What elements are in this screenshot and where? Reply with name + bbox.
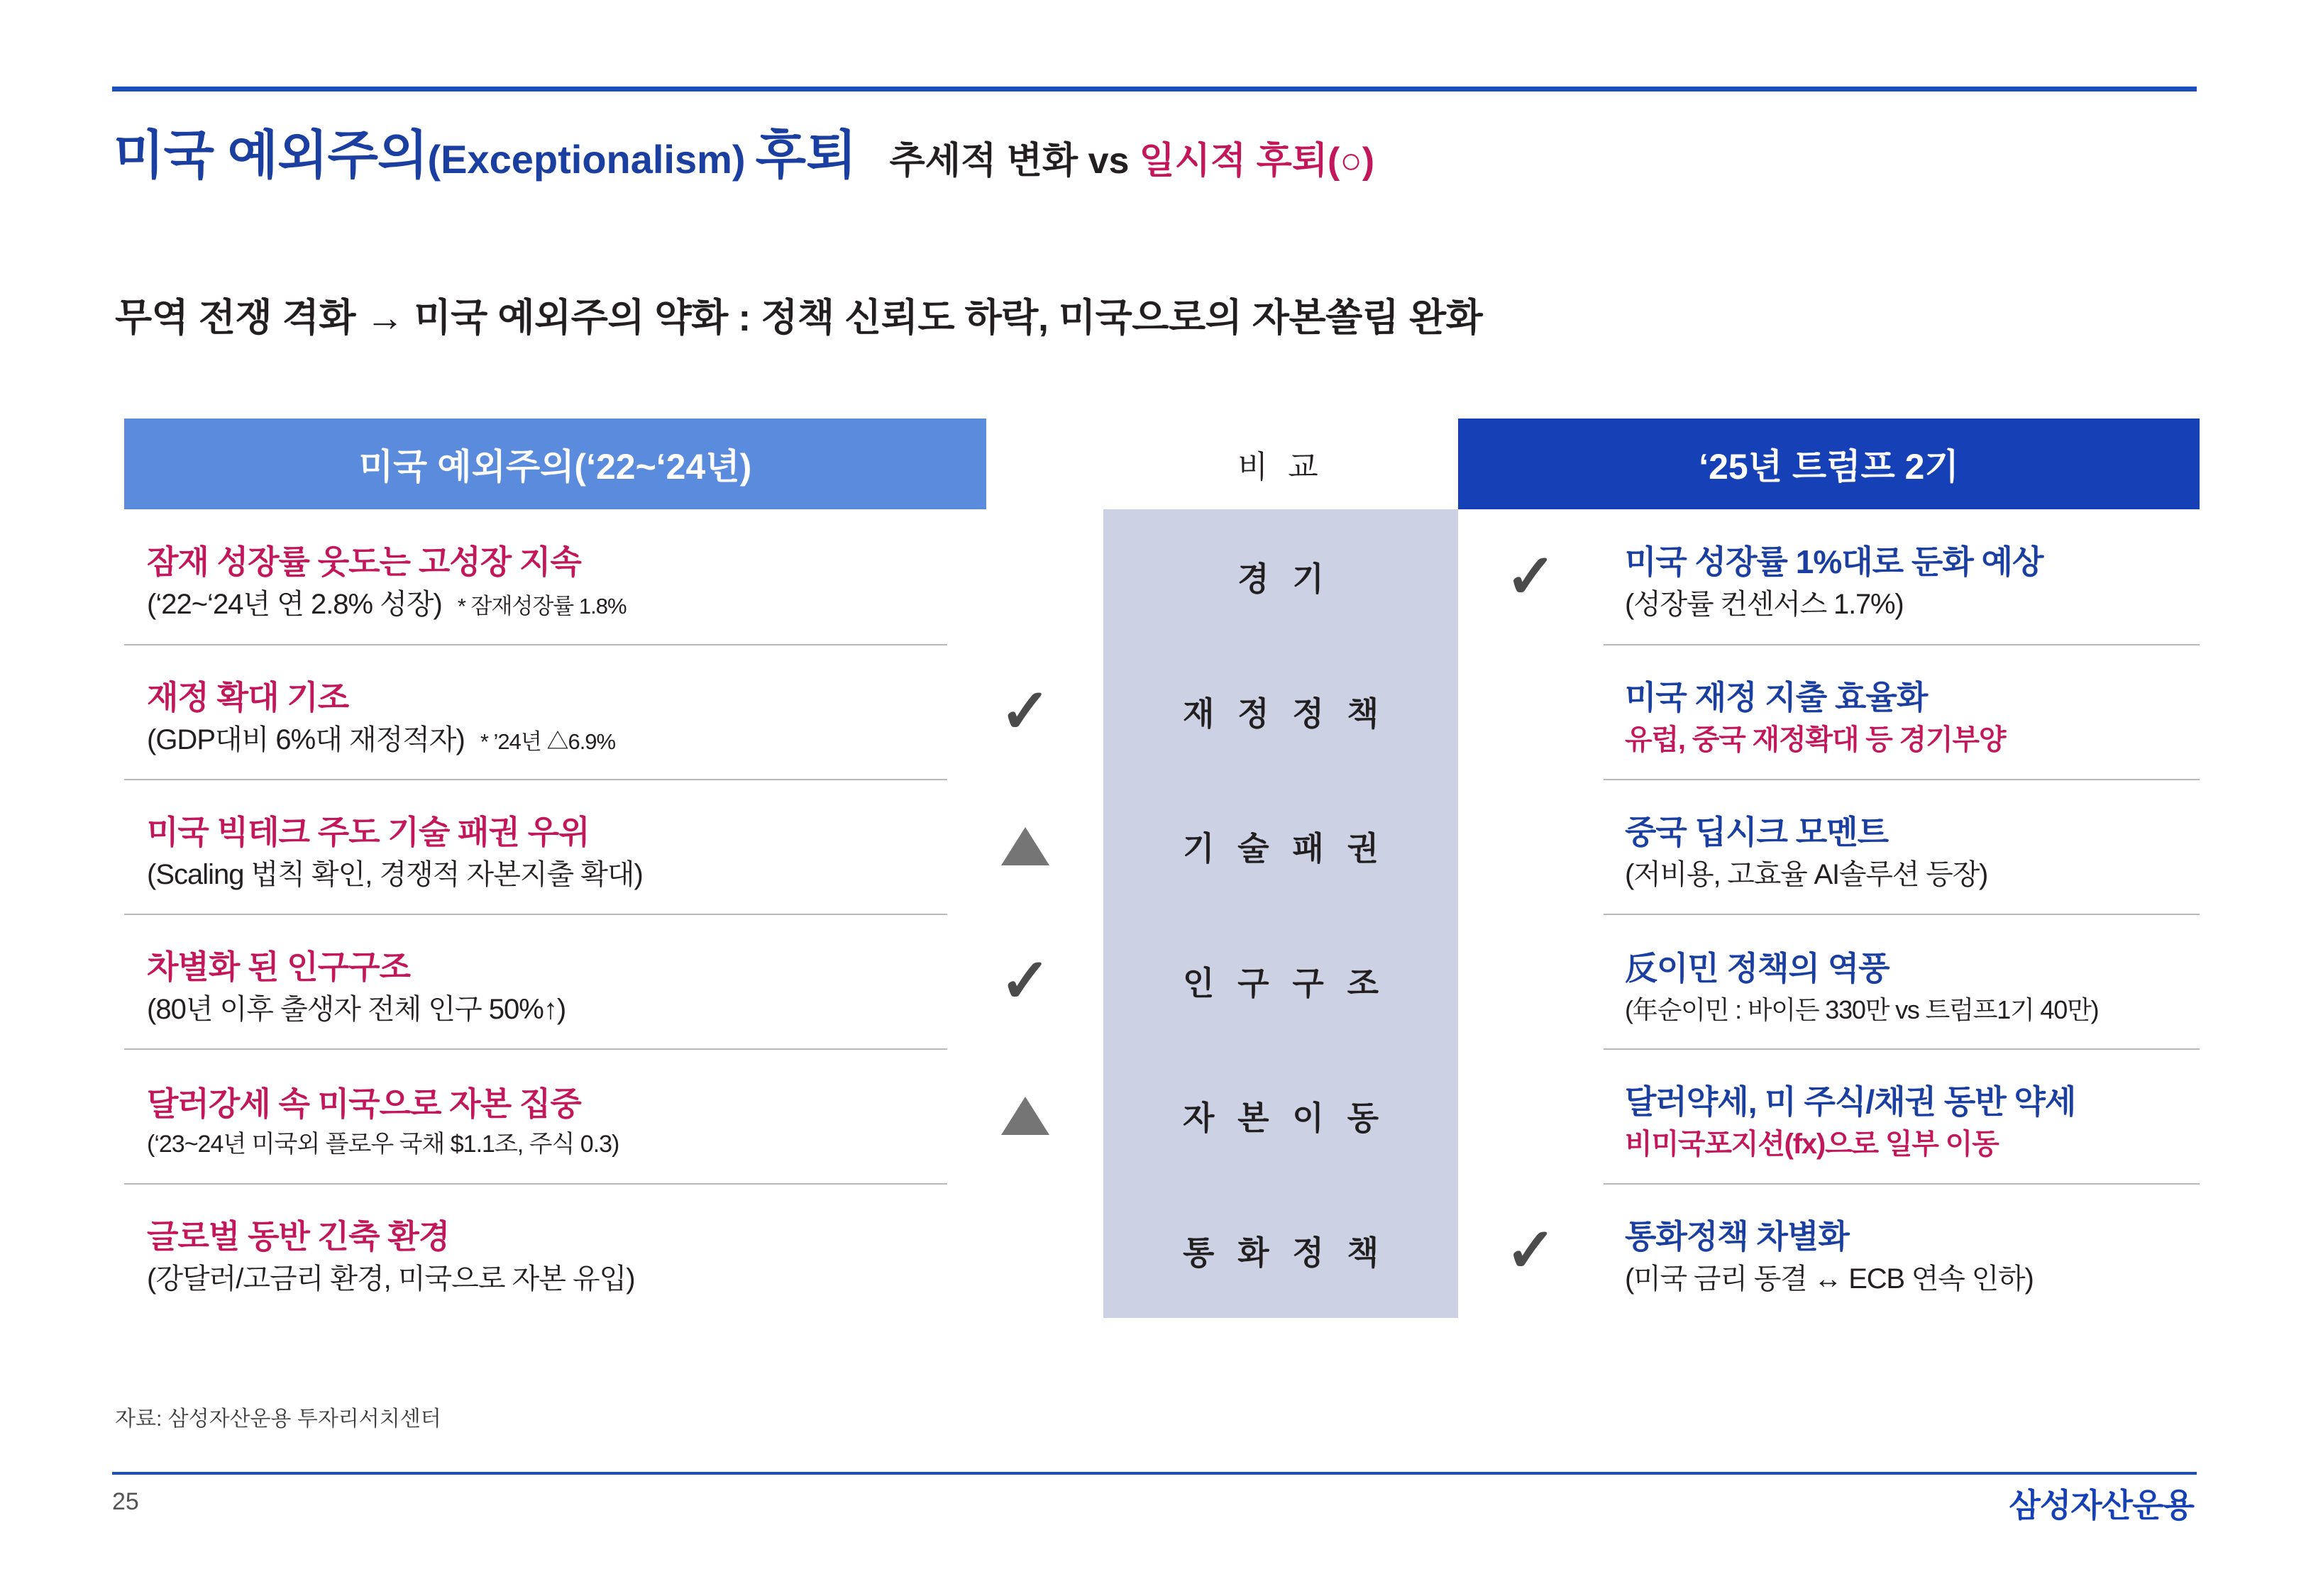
- row-left-marker: [947, 1048, 1103, 1183]
- row-category-label: 기 술 패 권: [1103, 779, 1458, 914]
- row-left-marker: [947, 644, 1103, 779]
- row-category-label: 자 본 이 동: [1103, 1048, 1458, 1183]
- row-left-content: [124, 914, 947, 1048]
- row-left-detail-text: (‘23~24년 미국외 플로우 국채 $1.1조, 주식 0.3): [147, 1131, 619, 1158]
- row-right-headline: 미국 성장률 1%대로 둔화 예상: [1625, 543, 2043, 580]
- row-left-detail: [147, 587, 940, 621]
- row-left-content: [124, 779, 947, 914]
- table-row: [124, 779, 2200, 914]
- table-row: [124, 914, 2200, 1048]
- row-left-headline: 잠재 성장률 웃도는 고성장 지속: [147, 543, 581, 580]
- title-main-suffix-text: 후퇴: [755, 126, 857, 184]
- row-right-marker: [1458, 1048, 1604, 1183]
- row-left-detail: [147, 723, 940, 757]
- top-divider: [112, 87, 2197, 92]
- table-row: [124, 1048, 2200, 1183]
- page-number: 25: [112, 1488, 139, 1515]
- row-right-marker: [1458, 644, 1604, 779]
- title-subtitle-highlight-text: 일시적 후퇴(○): [1139, 140, 1375, 182]
- row-right-content: [1604, 914, 2200, 1048]
- footer-divider: [112, 1472, 2197, 1475]
- table-row: [124, 644, 2200, 779]
- title-subtitle-text: 추세적 변화 vs: [889, 140, 1130, 182]
- check-icon: ✓: [1505, 543, 1557, 611]
- row-right-content: [1604, 1183, 2200, 1318]
- row-left-content: [124, 644, 947, 779]
- row-right-content: [1604, 509, 2200, 644]
- row-right-marker: [1458, 509, 1604, 644]
- triangle-up-icon: [1001, 827, 1049, 865]
- lead-statement: 무역 전쟁 격화 → 미국 예외주의 약화 : 정책 신뢰도 하락, 미국으로의 자본쏠림 완화: [115, 297, 1483, 339]
- title-main-text: 미국 예외주의: [114, 126, 428, 184]
- check-icon: ✓: [1505, 1217, 1557, 1285]
- row-right-detail: (저비용, 고효율 AI솔루션 등장): [1625, 859, 1988, 891]
- row-left-headline: 미국 빅테크 주도 기술 패권 우위: [147, 813, 590, 850]
- row-left-content: [124, 1183, 947, 1318]
- row-category-label: 경 기: [1103, 509, 1458, 644]
- source-note: 자료: 삼성자산운용 투자리서치센터: [115, 1407, 441, 1431]
- row-left-marker: [947, 779, 1103, 914]
- check-icon: ✓: [999, 677, 1052, 746]
- check-icon: ✓: [999, 947, 1052, 1015]
- row-right-headline: 중국 딥시크 모멘트: [1625, 813, 1889, 850]
- table-body: [124, 509, 2200, 1318]
- row-left-detail-text: (GDP대비 6%대 재정적자): [147, 724, 465, 756]
- row-right-marker: [1458, 779, 1604, 914]
- table-header-left: 미국 예외주의(‘22~‘24년): [124, 419, 986, 509]
- row-right-marker: [1458, 914, 1604, 1048]
- row-right-headline: 反이민 정책의 역풍: [1625, 949, 1890, 987]
- page-title: [114, 113, 1374, 189]
- row-left-detail-text: (강달러/고금리 환경, 미국으로 자본 유입): [147, 1263, 635, 1295]
- row-right-detail: 유럽, 중국 재정확대 등 경기부양: [1625, 724, 2006, 756]
- row-left-headline: 차별화 된 인구구조: [147, 948, 411, 985]
- row-right-detail: (성장률 컨센서스 1.7%): [1625, 589, 1904, 621]
- row-left-headline: 달러강세 속 미국으로 자본 집중: [147, 1085, 581, 1123]
- brand-logo: 삼성자산운용: [2009, 1487, 2194, 1524]
- row-right-headline: 통화정책 차별화: [1625, 1217, 1849, 1255]
- row-left-marker: [947, 509, 1103, 644]
- table-row: [124, 509, 2200, 644]
- row-left-content: [124, 1048, 947, 1183]
- row-left-detail: [147, 992, 940, 1026]
- row-left-detail: [147, 1262, 940, 1296]
- row-right-content: [1604, 644, 2200, 779]
- row-left-detail: [147, 1130, 940, 1159]
- table-row: [124, 1183, 2200, 1318]
- row-left-headline: 글로벌 동반 긴축 환경: [147, 1217, 450, 1255]
- row-right-headline: 달러약세, 미 주식/채권 동반 약세: [1625, 1082, 2076, 1120]
- row-left-detail-text: (Scaling 법칙 확인, 경쟁적 자본지출 확대): [147, 859, 643, 891]
- row-left-note-text: * ’24년 △6.9%: [480, 729, 616, 755]
- row-category-label: 통 화 정 책: [1103, 1183, 1458, 1318]
- row-left-marker: [947, 914, 1103, 1048]
- row-right-content: [1604, 779, 2200, 914]
- row-left-detail-text: (80년 이후 출생자 전체 인구 50%↑): [147, 994, 566, 1026]
- row-category-label: 인 구 구 조: [1103, 914, 1458, 1048]
- row-right-content: [1604, 1048, 2200, 1183]
- title-parenthetical-text: (Exceptionalism): [427, 137, 746, 182]
- row-category-label: 재 정 정 책: [1103, 644, 1458, 779]
- row-right-marker: [1458, 1183, 1604, 1318]
- comparison-table: [124, 419, 2200, 1318]
- row-left-detail: [147, 858, 940, 892]
- table-header-middle: 비 교: [1237, 450, 1324, 484]
- row-right-detail: (年순이민 : 바이든 330만 vs 트럼프1기 40만): [1625, 994, 2099, 1024]
- row-left-marker: [947, 1183, 1103, 1318]
- row-left-content: [124, 509, 947, 644]
- row-left-note-text: * 잠재성장률 1.8%: [457, 594, 627, 619]
- row-right-detail: (미국 금리 동결 ↔ ECB 연속 인하): [1625, 1263, 2034, 1295]
- triangle-up-icon: [1001, 1097, 1049, 1135]
- row-right-detail: 비미국포지션(fx)으로 일부 이동: [1625, 1129, 1999, 1160]
- row-left-detail-text: (‘22~‘24년 연 2.8% 성장): [147, 589, 442, 621]
- row-left-headline: 재정 확대 기조: [147, 678, 349, 716]
- table-header-right: ‘25년 트럼프 2기: [1458, 419, 2200, 509]
- row-right-headline: 미국 재정 지출 효율화: [1625, 678, 1928, 716]
- table-header-row: [124, 419, 2200, 509]
